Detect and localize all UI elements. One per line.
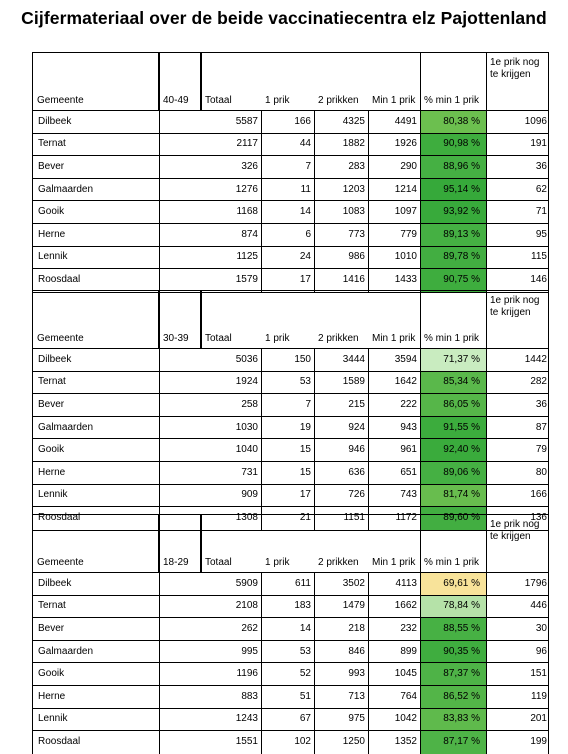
cell-p2: 1203 xyxy=(342,183,365,195)
cell-totaal: 1243 xyxy=(235,713,258,725)
cell-p1: 15 xyxy=(299,466,311,478)
cell-totaal: 883 xyxy=(241,690,258,702)
table-row xyxy=(33,156,548,179)
cell-pct: 89,78 % xyxy=(420,247,486,269)
header-divider xyxy=(420,53,421,110)
table-row xyxy=(33,349,548,372)
cell-p1: 7 xyxy=(305,398,311,410)
cell-p1: 15 xyxy=(299,444,311,456)
table-body xyxy=(33,111,548,292)
header-age: 40-49 xyxy=(159,53,201,110)
cell-name: Dilbeek xyxy=(38,353,72,365)
cell-p2: 993 xyxy=(348,668,365,680)
cell-name: Galmaarden xyxy=(38,645,94,657)
cell-min1: 764 xyxy=(400,690,417,702)
cell-nog: 115 xyxy=(531,251,547,263)
cell-name: Herne xyxy=(38,228,66,240)
header-nog: 1e prik nog te krijgen xyxy=(490,57,540,80)
cell-p2: 3502 xyxy=(342,577,365,589)
cell-pct: 88,55 % xyxy=(420,618,486,640)
header-divider xyxy=(201,515,202,572)
column-divider xyxy=(261,349,262,530)
table-row xyxy=(33,134,548,157)
cell-nog: 282 xyxy=(530,376,547,388)
cell-name: Herne xyxy=(38,690,66,702)
cell-nog: 30 xyxy=(535,622,547,634)
cell-name: Roosdaal xyxy=(38,512,81,524)
cell-min1: 4113 xyxy=(395,577,417,589)
cell-pct: 69,61 % xyxy=(420,573,486,595)
cell-min1: 1926 xyxy=(394,138,417,150)
cell-p1: 17 xyxy=(299,489,311,501)
cell-totaal: 1308 xyxy=(235,512,258,524)
cell-nog: 151 xyxy=(530,668,547,680)
cell-totaal: 5036 xyxy=(235,353,258,365)
cell-pct: 86,05 % xyxy=(420,394,486,416)
cell-name: Roosdaal xyxy=(38,736,81,748)
header-nog: 1e prik nog te krijgen xyxy=(490,519,540,542)
cell-nog: 87 xyxy=(535,421,547,433)
header-name: Gemeente xyxy=(33,53,159,110)
page-title: Cijfermateriaal over de beide vaccinatiecentra elz Pajottenland xyxy=(21,8,547,28)
header-divider xyxy=(201,53,202,110)
cell-pct: 91,55 % xyxy=(420,417,486,439)
cell-min1: 1097 xyxy=(394,206,417,218)
table-row xyxy=(33,596,548,619)
cell-min1: 232 xyxy=(400,622,417,634)
cell-min1: 1010 xyxy=(394,251,417,263)
cell-pct: 95,14 % xyxy=(420,179,486,201)
table-row xyxy=(33,686,548,709)
cell-p2: 3444 xyxy=(342,353,365,365)
column-divider xyxy=(314,111,315,292)
column-divider xyxy=(368,111,369,292)
table-row xyxy=(33,224,548,247)
cell-pct: 90,75 % xyxy=(420,269,486,292)
header-pct: % min 1 prik xyxy=(424,95,480,106)
table-row xyxy=(33,731,548,754)
cell-totaal: 258 xyxy=(241,398,258,410)
cell-p1: 166 xyxy=(294,115,311,127)
cell-pct: 90,35 % xyxy=(420,641,486,663)
cell-min1: 743 xyxy=(400,489,417,501)
cell-p1: 11 xyxy=(300,183,311,195)
cell-pct: 85,34 % xyxy=(420,372,486,394)
cell-pct: 92,40 % xyxy=(420,439,486,461)
header-nog: 1e prik nog te krijgen xyxy=(490,295,540,318)
cell-nog: 36 xyxy=(535,398,547,410)
cell-min1: 3594 xyxy=(394,353,417,365)
header-min1: Min 1 prik xyxy=(372,557,416,568)
cell-min1: 1352 xyxy=(394,736,417,748)
cell-p2: 215 xyxy=(348,398,365,410)
table-18-29 xyxy=(32,514,549,754)
cell-nog: 79 xyxy=(535,444,547,456)
cell-min1: 1045 xyxy=(394,668,417,680)
cell-name: Dilbeek xyxy=(38,577,72,589)
cell-p1: 51 xyxy=(299,690,311,702)
cell-totaal: 2108 xyxy=(235,600,258,612)
header-totaal: Totaal xyxy=(205,557,232,568)
table-row xyxy=(33,247,548,270)
cell-p1: 53 xyxy=(299,376,311,388)
column-divider xyxy=(368,349,369,530)
table-row xyxy=(33,417,548,440)
cell-p2: 1589 xyxy=(342,376,365,388)
cell-p1: 150 xyxy=(294,353,311,365)
column-divider xyxy=(261,111,262,292)
table-row xyxy=(33,663,548,686)
cell-min1: 943 xyxy=(400,421,417,433)
cell-p2: 946 xyxy=(348,444,365,456)
column-divider xyxy=(159,111,160,292)
cell-nog: 95 xyxy=(535,228,547,240)
header-p2: 2 prikken xyxy=(318,333,359,344)
cell-min1: 899 xyxy=(400,645,417,657)
cell-p1: 14 xyxy=(299,206,311,218)
column-divider xyxy=(314,349,315,530)
header-divider xyxy=(486,291,487,348)
cell-p1: 17 xyxy=(299,274,311,286)
column-divider xyxy=(201,349,202,530)
cell-pct: 89,06 % xyxy=(420,462,486,484)
column-divider xyxy=(368,573,369,754)
table-row xyxy=(33,111,548,134)
cell-min1: 961 xyxy=(400,444,417,456)
cell-pct: 81,74 % xyxy=(420,485,486,507)
cell-p2: 1250 xyxy=(342,736,365,748)
column-divider xyxy=(201,111,202,292)
table-row xyxy=(33,618,548,641)
cell-pct: 88,96 % xyxy=(420,156,486,178)
cell-name: Lennik xyxy=(38,489,68,501)
header-p1: 1 prik xyxy=(265,333,290,344)
cell-pct: 78,84 % xyxy=(420,596,486,618)
table-row xyxy=(33,573,548,596)
header-pct: % min 1 prik xyxy=(424,333,480,344)
cell-nog: 201 xyxy=(530,713,547,725)
cell-p2: 924 xyxy=(348,421,365,433)
cell-nog: 1796 xyxy=(524,577,547,589)
cell-name: Ternat xyxy=(38,600,66,612)
cell-totaal: 1196 xyxy=(236,668,258,680)
cell-name: Bever xyxy=(38,160,65,172)
header-divider xyxy=(486,53,487,110)
cell-totaal: 731 xyxy=(241,466,258,478)
cell-pct: 87,17 % xyxy=(420,731,486,754)
cell-name: Ternat xyxy=(38,138,66,150)
table-header xyxy=(33,291,548,349)
header-divider xyxy=(159,291,160,348)
cell-p2: 1083 xyxy=(342,206,365,218)
column-divider xyxy=(420,349,421,530)
cell-p2: 1151 xyxy=(343,512,365,524)
header-name: Gemeente xyxy=(33,291,159,348)
cell-p2: 975 xyxy=(348,713,365,725)
cell-nog: 80 xyxy=(535,466,547,478)
column-divider xyxy=(314,573,315,754)
table-row xyxy=(33,179,548,202)
cell-totaal: 995 xyxy=(241,645,258,657)
column-divider xyxy=(486,111,487,292)
header-divider xyxy=(486,515,487,572)
cell-name: Dilbeek xyxy=(38,115,72,127)
cell-name: Ternat xyxy=(38,376,66,388)
cell-name: Gooik xyxy=(38,444,65,456)
cell-name: Lennik xyxy=(38,251,68,263)
cell-totaal: 2117 xyxy=(236,138,258,150)
cell-p1: 14 xyxy=(299,622,311,634)
cell-pct: 71,37 % xyxy=(420,349,486,371)
cell-nog: 146 xyxy=(530,274,547,286)
cell-min1: 651 xyxy=(400,466,417,478)
cell-name: Galmaarden xyxy=(38,421,94,433)
cell-p1: 52 xyxy=(299,668,311,680)
cell-min1: 4491 xyxy=(394,115,417,127)
column-divider xyxy=(486,349,487,530)
cell-totaal: 1579 xyxy=(235,274,258,286)
cell-name: Lennik xyxy=(38,713,68,725)
column-divider xyxy=(159,573,160,754)
cell-nog: 36 xyxy=(535,160,547,172)
cell-pct: 87,37 % xyxy=(420,663,486,685)
cell-min1: 222 xyxy=(400,398,417,410)
cell-p2: 773 xyxy=(348,228,365,240)
cell-nog: 1096 xyxy=(524,115,547,127)
cell-min1: 290 xyxy=(400,160,417,172)
cell-nog: 1442 xyxy=(524,353,547,365)
table-30-39 xyxy=(32,290,549,531)
header-divider xyxy=(159,515,160,572)
cell-totaal: 1924 xyxy=(235,376,258,388)
cell-min1: 779 xyxy=(400,228,417,240)
cell-name: Bever xyxy=(38,622,65,634)
cell-nog: 71 xyxy=(535,206,547,218)
table-row xyxy=(33,201,548,224)
cell-p1: 44 xyxy=(299,138,311,150)
cell-p2: 726 xyxy=(348,489,365,501)
header-min1: Min 1 prik xyxy=(372,333,416,344)
header-divider xyxy=(159,53,160,110)
header-p2: 2 prikken xyxy=(318,95,359,106)
cell-min1: 1662 xyxy=(394,600,417,612)
cell-totaal: 1030 xyxy=(235,421,258,433)
cell-p2: 283 xyxy=(348,160,365,172)
cell-p1: 53 xyxy=(299,645,311,657)
header-totaal: Totaal xyxy=(205,95,232,106)
cell-p1: 7 xyxy=(305,160,311,172)
cell-min1: 1172 xyxy=(395,512,417,524)
column-divider xyxy=(159,349,160,530)
cell-pct: 89,13 % xyxy=(420,224,486,246)
table-body xyxy=(33,349,548,530)
table-row xyxy=(33,709,548,732)
cell-p2: 4325 xyxy=(342,115,365,127)
cell-p2: 713 xyxy=(348,690,365,702)
header-divider xyxy=(420,515,421,572)
cell-name: Gooik xyxy=(38,206,65,218)
header-min1: Min 1 prik xyxy=(372,95,416,106)
cell-min1: 1433 xyxy=(394,274,417,286)
column-divider xyxy=(420,111,421,292)
cell-nog: 119 xyxy=(531,690,547,702)
cell-name: Gooik xyxy=(38,668,65,680)
header-p2: 2 prikken xyxy=(318,557,359,568)
table-row xyxy=(33,462,548,485)
cell-totaal: 1125 xyxy=(236,251,258,263)
cell-p1: 183 xyxy=(294,600,311,612)
header-totaal: Totaal xyxy=(205,333,232,344)
cell-min1: 1214 xyxy=(394,183,417,195)
cell-totaal: 262 xyxy=(241,622,258,634)
header-pct: % min 1 prik xyxy=(424,557,480,568)
cell-totaal: 1551 xyxy=(235,736,258,748)
table-body xyxy=(33,573,548,754)
column-divider xyxy=(486,573,487,754)
cell-p1: 24 xyxy=(299,251,311,263)
header-age: 30-39 xyxy=(159,291,201,348)
cell-pct: 93,92 % xyxy=(420,201,486,223)
header-name: Gemeente xyxy=(33,515,159,572)
cell-name: Roosdaal xyxy=(38,274,81,286)
cell-totaal: 5587 xyxy=(235,115,258,127)
header-age: 18-29 xyxy=(159,515,201,572)
cell-p2: 846 xyxy=(348,645,365,657)
cell-p2: 1416 xyxy=(342,274,365,286)
column-divider xyxy=(420,573,421,754)
table-row xyxy=(33,394,548,417)
cell-p2: 986 xyxy=(348,251,365,263)
table-header xyxy=(33,53,548,111)
header-p1: 1 prik xyxy=(265,557,290,568)
table-row xyxy=(33,485,548,508)
cell-pct: 83,83 % xyxy=(420,709,486,731)
cell-totaal: 1276 xyxy=(235,183,258,195)
column-divider xyxy=(201,573,202,754)
cell-nog: 136 xyxy=(530,512,547,524)
cell-totaal: 874 xyxy=(241,228,258,240)
cell-nog: 62 xyxy=(535,183,547,195)
cell-pct: 90,98 % xyxy=(420,134,486,156)
header-p1: 1 prik xyxy=(265,95,290,106)
cell-p1: 102 xyxy=(294,736,311,748)
cell-min1: 1642 xyxy=(394,376,417,388)
table-row xyxy=(33,372,548,395)
cell-p2: 636 xyxy=(348,466,365,478)
cell-totaal: 1040 xyxy=(235,444,258,456)
cell-totaal: 909 xyxy=(241,489,258,501)
cell-name: Galmaarden xyxy=(38,183,94,195)
cell-p1: 21 xyxy=(299,512,311,524)
cell-nog: 191 xyxy=(530,138,547,150)
cell-pct: 80,38 % xyxy=(420,111,486,133)
cell-nog: 166 xyxy=(530,489,547,501)
cell-p2: 1479 xyxy=(342,600,365,612)
cell-pct: 86,52 % xyxy=(420,686,486,708)
cell-totaal: 5909 xyxy=(235,577,258,589)
cell-p1: 67 xyxy=(299,713,311,725)
cell-p1: 611 xyxy=(295,577,311,589)
cell-p1: 6 xyxy=(305,228,311,240)
cell-name: Bever xyxy=(38,398,65,410)
cell-nog: 446 xyxy=(530,600,547,612)
cell-totaal: 1168 xyxy=(236,206,258,218)
cell-p2: 1882 xyxy=(342,138,365,150)
header-divider xyxy=(420,291,421,348)
cell-nog: 199 xyxy=(530,736,547,748)
table-row xyxy=(33,269,548,292)
cell-p1: 19 xyxy=(299,421,311,433)
cell-p2: 218 xyxy=(348,622,365,634)
column-divider xyxy=(261,573,262,754)
cell-name: Herne xyxy=(38,466,66,478)
cell-nog: 96 xyxy=(535,645,547,657)
header-divider xyxy=(201,291,202,348)
table-header xyxy=(33,515,548,573)
table-40-49 xyxy=(32,52,549,293)
cell-pct: 89,60 % xyxy=(420,507,486,530)
cell-totaal: 326 xyxy=(241,160,258,172)
table-row xyxy=(33,439,548,462)
cell-min1: 1042 xyxy=(394,713,417,725)
table-row xyxy=(33,641,548,664)
